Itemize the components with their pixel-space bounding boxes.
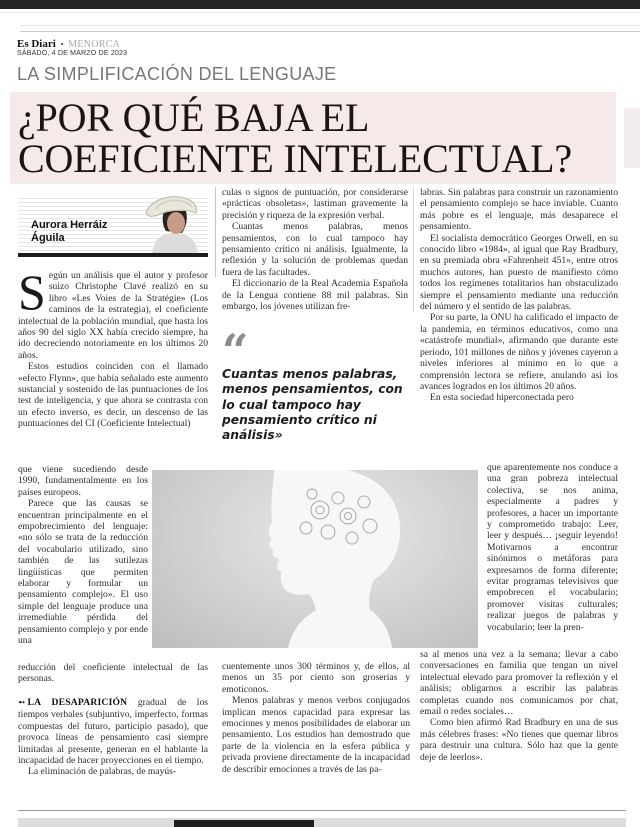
paragraph: Estos estudios coinciden con el llamado «efecto Flynn», que había señalado este aumento sustancial y sostenido de las puntuaciones de los test de inteligencia, y que ahora se contrasta con un efecto inverso, es decir, un descenso de las puntuaciones del CI (Coeficiente Intelectual)	[18, 361, 208, 430]
section-kicker: LA SIMPLIFICACIÓN DEL LENGUAJE	[17, 64, 337, 84]
paragraph: sa al menos una vez a la semana; llevar a cabo conversaciones en familia que tengan un nivel intelectual elevado para promover la reflexión y el análisis; obligarnos a escribir las palabras completas cuando nos comunicamos por chat, email o redes sociales…	[420, 649, 618, 718]
next-article-image	[174, 820, 314, 827]
newspaper-region: MENORCA	[68, 39, 121, 50]
paragraph: que viene sucediendo desde 1990, fundamentalmente en los países europeos.	[18, 464, 148, 498]
paragraph: Como bien afirmó Rad Bradbury en una de sus más célebres frases: «No tienes que quemar libros para destruir una cultura. Sólo haz que la gente deje de leerlos».	[420, 717, 618, 763]
quote-icon: “	[222, 324, 249, 378]
paragraph	[18, 697, 208, 766]
paragraph: Cuantas menos palabras, menos pensamientos, con lo cual tampoco hay pensamiento crítico ni análisis. Igualmente, la reflexión y la solución de problemas quedan fuera de las facultades.	[222, 221, 408, 278]
article-column-1	[18, 264, 208, 430]
article-column-3-narrow	[487, 462, 618, 633]
subhead-lead: LA DESAPARICIÓN	[27, 697, 128, 708]
article-column-3-bottom	[420, 649, 618, 763]
author-photo	[140, 195, 208, 253]
paragraph: reducción del coeficiente intelectual de las personas.	[18, 662, 208, 685]
column-divider	[413, 187, 414, 312]
divider	[18, 810, 626, 811]
next-article-strip	[18, 818, 626, 827]
subhead-text: gradual de los tiempos verbales (subjuntivo, imperfecto, formas compuestas del futuro, participio pasado), que provoca líneas de pensamiento casi siempre limitadas al presente, generan en el hablante la incapacidad de hacer proyecciones en el tiempo.	[18, 697, 209, 767]
paragraph: El diccionario de la Real Academia Española de la Lengua contiene 88 mil palabras. Sin embargo, los jóvenes utilizan fre-	[222, 278, 408, 313]
paragraph: egún un análisis que el autor y profesor suizo Christophe Clavé realizó en su libro «Les Voies de la Stratégie» (Los caminos de la estrategia), el coeficiente intelectual de la población mundial, que hasta los años 90 del siglo XX había crecido siempre, ha ido decreciendo notoriamente en los últimos 20 años.	[18, 270, 208, 361]
paragraph: culas o signos de puntuación, por considerarse «prácticas obsoletas», lastiman gravemente la precisión y riqueza de la expresión verbal.	[222, 187, 408, 221]
dateline: SÁBADO, 4 DE MARZO DE 2023	[17, 50, 128, 57]
paragraph: labras. Sin palabras para construir un razonamiento el pensamiento complejo se hace inviable. Cuanto más pobre es el lenguaje, más desaparece el pensamiento.	[420, 187, 618, 233]
top-dark-bar	[0, 0, 640, 9]
article-headline: ¿POR QUÉ BAJA EL COEFICIENTE INTELECTUAL?	[18, 95, 572, 181]
article-column-1-narrow	[18, 464, 148, 647]
child-head-gears-illustration	[152, 470, 478, 648]
paragraph: La eliminación de palabras, de mayús-	[28, 766, 177, 778]
byline-underline	[18, 253, 208, 257]
author-name: Aurora Herráiz Águila	[31, 219, 108, 244]
pull-quote: Cuantas menos palabras, menos pensamientos, con lo cual tampoco hay pensamiento crítico ni análisis»	[222, 367, 403, 443]
paragraph: En esta sociedad hiperconectada pero	[430, 392, 574, 404]
divider	[0, 12, 640, 13]
newspaper-brand: Es Diari	[17, 38, 56, 50]
divider	[20, 31, 640, 32]
divider	[20, 25, 640, 26]
article-column-1-bottom	[18, 662, 208, 685]
article-column-2	[222, 187, 408, 312]
subhead-paragraph	[18, 697, 208, 778]
arrow-icon: ➻	[18, 698, 26, 708]
paragraph: que aparentemente nos conduce a una gran pobreza intelectual colectiva, se nos anima, especialmente a padres y profesores, a hacer un importante y comprometido trabajo: Leer, leer y después… ¡seguir leyendo! Motivarnos a encontrar sinónimos o metáforas para expresarnos de forma diferente; evitar programas televisivos que empobrecen el vocabulario; promover visitas culturales; realizar juegos de palabras y vocabulario; leer la pren-	[487, 462, 618, 633]
article-illustration	[152, 470, 478, 648]
headline-background-edge	[624, 108, 640, 168]
paragraph: cuentemente unos 300 términos y, de ellos, al menos un 35 por ciento son groserías y emoticonos.	[222, 661, 410, 695]
article-column-3	[420, 187, 618, 404]
column-divider	[215, 187, 216, 277]
drop-cap: S	[18, 264, 46, 320]
bullet-separator: •	[60, 40, 64, 49]
article-column-2-bottom	[222, 661, 410, 775]
paragraph: Parece que las causas se encuentran principalmente en el empobrecimiento del lenguaje: «no sólo se trata de la reducción del vocabulario utilizado, sino también de las sutilezas lingüísticas que permiten elaborar y formular un pensamiento complejo». El uso simple del lenguaje produce una irremediable pérdida del pensamiento complejo y por ende una	[18, 498, 148, 647]
paragraph: El socialista democrático Georges Orwell, en su conocido libro «1984», al igual que Ray Bradbury, en su premiada obra «Fahrenheit 451», entre otros muchos autores, han puesto de manifiesto cómo todos los regímenes totalitarios han obstaculizado siempre el pensamiento mediante una reducción del número y el sentido de las palabras.	[420, 232, 618, 313]
paragraph: Menos palabras y menos verbos conjugados implican menos capacidad para expresar las emociones y menos posibilidades de elaborar un pensamiento. Los estudios han demostrado que parte de la violencia en la esfera pública y privada proviene directamente de la incapacidad de describir emociones a través de las pa-	[222, 695, 410, 775]
paragraph: Por su parte, la ONU ha calificado el impacto de la pandemia, en términos educativos, como una «catástrofe mundial», afirmando que durante este periodo, 101 millones de niños y jóvenes cayeron a niveles inferiores al mínimo en lo que a comprensión lectora se refiere, anulando así los avances logrados en los últimos 20 años.	[420, 312, 618, 392]
